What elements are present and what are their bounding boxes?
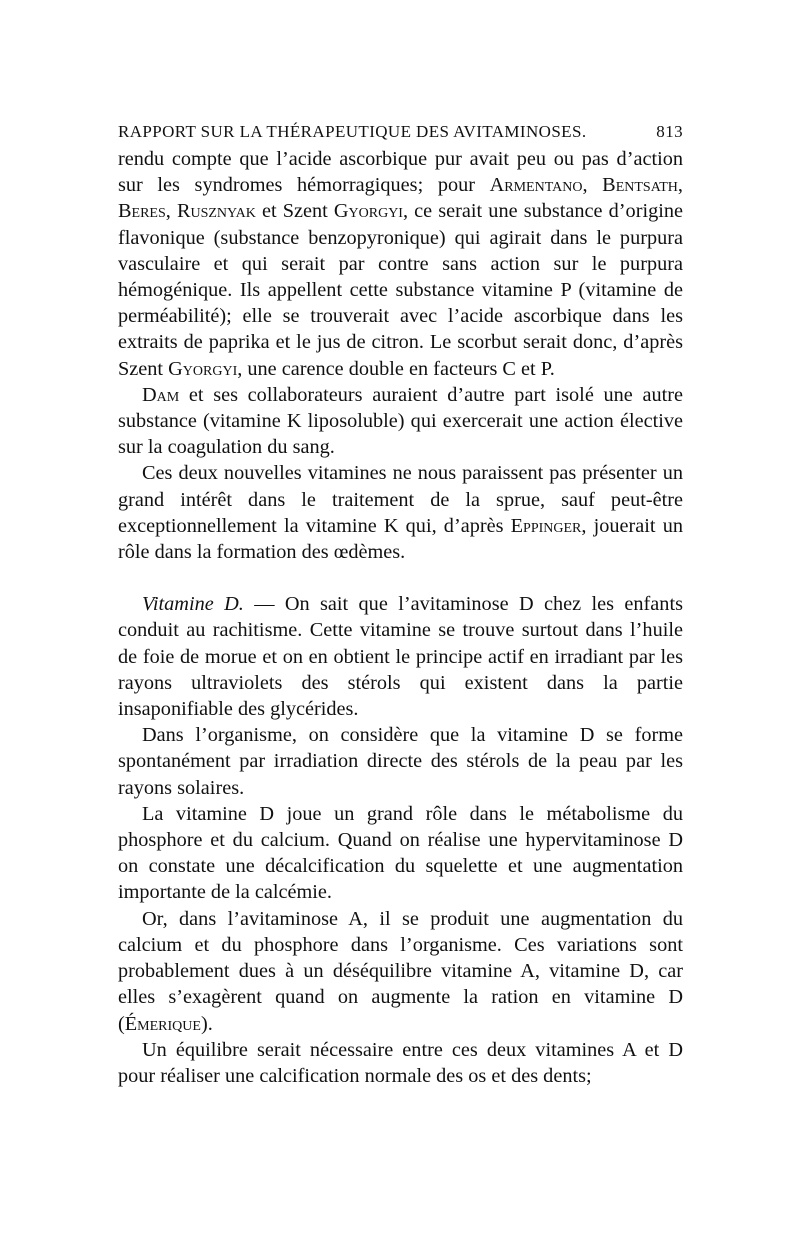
author-name: Beres [118,200,166,223]
section-heading: Vitamine D. [142,593,244,616]
text-run: rendu compte que l’acide ascorbique pur avait peu ou pas d’action sur les syndromes hémorragiques; pour [118,148,683,197]
paragraph-avitaminosis-a [118,906,683,1037]
page-number: 813 [656,122,683,141]
author-name: Dam [142,383,180,406]
text-run: ). [200,1012,213,1035]
paragraph-new-vitamins [118,460,683,565]
body-text [118,146,683,1089]
paragraph-vitamin-k [118,382,683,461]
author-name: Bentsath [602,174,678,197]
text-run: , [165,200,177,223]
paragraph-organism [118,722,683,801]
text-run: , une carence double en facteurs C et P. [237,357,555,380]
running-title: RAPPORT SUR LA THÉRAPEUTIQUE DES AVITAMINOSES. [118,122,587,141]
text-run: Or, dans l’avitaminose A, il se produit une augmentation du calcium et du phosphore dans l’organisme. Ces variations sont probablement dues à un déséquilibre vitamine A, vitamine D, car elles s’exagèrent quand on augmente la ration en vitamine D ( [118,907,683,1035]
text-run: Un équilibre serait nécessaire entre ces deux vitamines A et D pour réaliser une calcification normale des os et des dents; [118,1038,683,1087]
paragraph-vitamin-p [118,146,683,382]
author-name: Gyorgyi [168,357,238,380]
paragraph-equilibrium [118,1037,683,1089]
text-run: Ces deux nouvelles vitamines ne nous paraissent pas présenter un grand intérêt dans le traitement de la sprue, sauf peut-être exceptionnellement la vitamine K qui, d’après [118,462,683,537]
text-run: , ce serait une substance d’origine flavonique (substance benzopyronique) qui agirait dans le purpura vasculaire et qui serait par contre sans action sur le purpura hémogénique. Ils appellent cette substance vitamine P (vitamine de perméabilité); elle se trouverait avec l’acide ascorbique dans les extraits de paprika et le jus de citron. Le scorbut serait donc, d’après Szent [118,200,684,380]
paragraph-metabolism [118,801,683,906]
author-name: Émerique [124,1012,201,1035]
running-header [118,118,683,146]
text-run: et ses collaborateurs auraient d’autre part isolé une autre substance (vitamine K liposoluble) qui exercerait une action élective sur la coagulation du sang. [118,383,683,459]
author-name: Rusznyak [176,200,256,223]
paragraph-vitamin-d-heading [118,591,683,722]
text-run: et Szent [255,200,334,223]
text-run: Dans l’organisme, on considère que la vitamine D se forme spontanément par irradiation directe des stérols de la peau par les rayons solaires. [118,724,683,799]
book-page [118,118,683,1089]
author-name: Gyorgyi [333,200,403,223]
author-name: Eppinger [510,514,582,537]
text-run: , [582,174,603,197]
text-run: , [677,174,683,197]
text-run: — On sait que l’avitaminose D chez les enfants conduit au rachitisme. Cette vitamine se trouve surtout dans l’huile de foie de morue et on en obtient le principe actif en irradiant par les rayons ultraviolets des stérols qui existent dans la partie insaponifiable des glycérides. [118,593,683,721]
text-run: , jouerait un rôle dans la formation des œdèmes. [118,514,683,564]
text-run: La vitamine D joue un grand rôle dans le métabolisme du phosphore et du calcium. Quand on réalise une hypervitaminose D on constate une décalcification du squelette et une augmentation importante de la calcémie. [118,802,683,904]
author-name: Armentano [489,174,583,197]
